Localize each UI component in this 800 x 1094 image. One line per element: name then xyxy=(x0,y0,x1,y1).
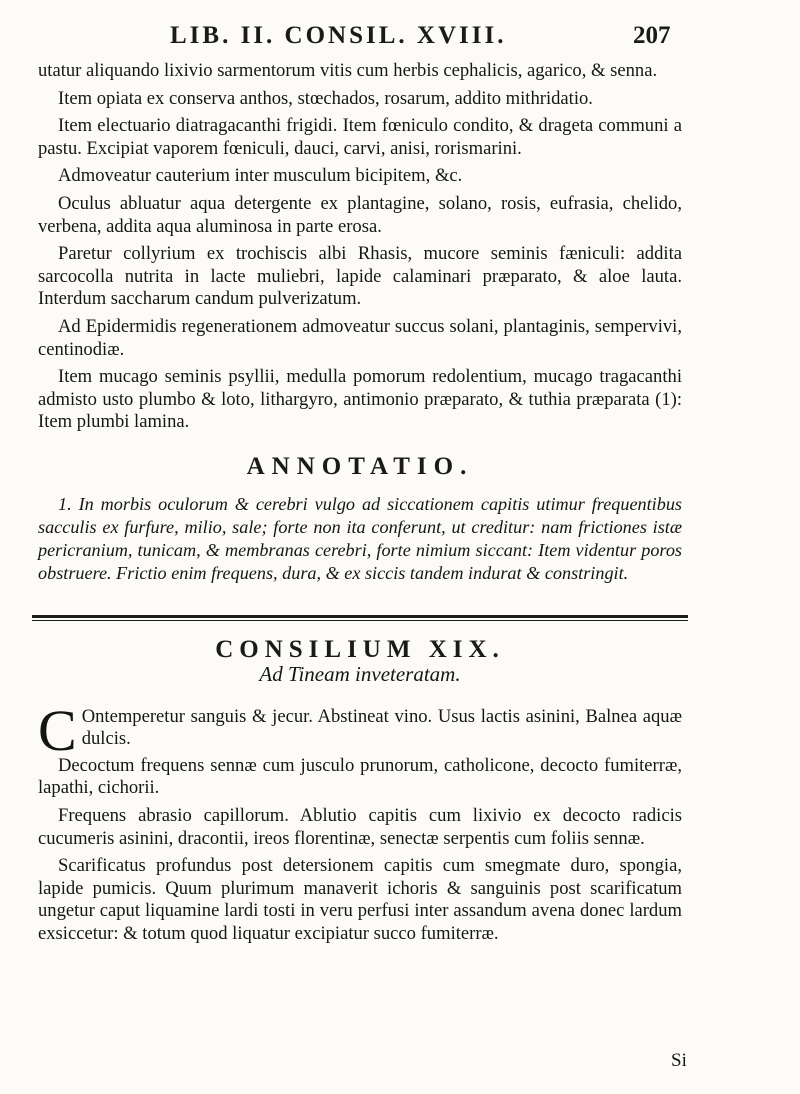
body-text xyxy=(38,60,682,951)
paragraph: Item opiata ex conserva anthos, stœchados, rosarum, addito mithridatio. xyxy=(58,87,593,109)
page-header xyxy=(0,22,800,56)
paragraph: Decoctum frequens sennæ cum jusculo prunorum, catholicone, decocto fumiterræ, lapathi, cichorii. xyxy=(38,754,682,799)
annotatio-heading: ANNOTATIO. xyxy=(246,452,474,480)
page-number: 207 xyxy=(633,22,671,49)
paragraph: Paretur collyrium ex trochiscis albi Rhasis, mucore seminis fæniculi: addita sarcocolla nutrita in lacte muliebri, lapide calaminari præparato, & aloe lauta. Interdum saccharum candum pulverizatum. xyxy=(38,243,682,310)
section-divider xyxy=(32,615,688,621)
paragraph: Item mucago seminis psyllii, medulla pomorum redolentium, mucago tragacanthi admisto usto plumbo & loto, lithargyro, antimonio præparato, & tuthia præparata (1): Item plumbi lamina. xyxy=(38,366,682,433)
drop-cap: C xyxy=(38,697,77,763)
divider-thin-rule xyxy=(32,620,688,621)
paragraph: Item electuario diatragacanthi frigidi. Item fœniculo condito, & drageta communi a pastu. Excipiat vaporem fœniculi, dauci, carvi, anisi, rorismarini. xyxy=(38,115,682,159)
divider-thick-rule xyxy=(32,615,688,618)
consilium-title: CONSILIUM XIX. xyxy=(215,635,505,663)
running-title: LIB. II. CONSIL. XVIII. xyxy=(170,22,507,49)
paragraph: Scarificatus profundus post detersionem capitis cum smegmate duro, spongia, lapide pumicis. Quum plurimum manaverit ichoris & sanguinis post scarificatum ungetur caput liquamine lardi tosti in veru perfusi inter assandum avena donec lardum exsiccetur: & totum quod liquatur excipiatur succo fumiterræ. xyxy=(38,855,682,945)
paragraph: Admoveatur cauterium inter musculum bicipitem, &c. xyxy=(58,165,463,187)
first-paragraph-text: Ontemperetur sanguis & jecur. Abstineat vino. Usus lactis asinini, Balnea aquæ dulcis. xyxy=(81,705,682,750)
consilium-first-paragraph xyxy=(38,697,682,763)
paragraph: Frequens abrasio capillorum. Ablutio capitis cum lixivio ex decocto radicis cucumeris asinini, dracontii, ireos florentinæ, senectæ serpentis cum foliis sennæ. xyxy=(38,805,682,849)
paragraph: Ad Epidermidis regenerationem admoveatur succus solani, plantaginis, sempervivi, centinodiæ. xyxy=(38,315,682,360)
annotatio-note: 1. In morbis oculorum & cerebri vulgo ad siccationem capitis utimur frequentibus sacculis ex furfure, milio, sale; forte non ita conferunt, ut creditur: nam frictiones istæ pericranium, tunicam, & membranas cerebri, forte nimium siccant: Item videntur poros obstruere. Frictio enim frequens, dura, & ex siccis tandem indurat & constringit. xyxy=(38,493,682,583)
paragraph: Oculus abluatur aqua detergente ex plantagine, solano, rosis, eufrasia, chelido, verbena, addita aqua aluminosa in parte erosa. xyxy=(38,192,682,237)
consilium-subtitle: Ad Tineam inveteratam. xyxy=(259,662,461,687)
paragraph: utatur aliquando lixivio sarmentorum vitis cum herbis cephalicis, agarico, & senna. xyxy=(38,60,658,81)
catchword: Si xyxy=(671,1050,687,1071)
